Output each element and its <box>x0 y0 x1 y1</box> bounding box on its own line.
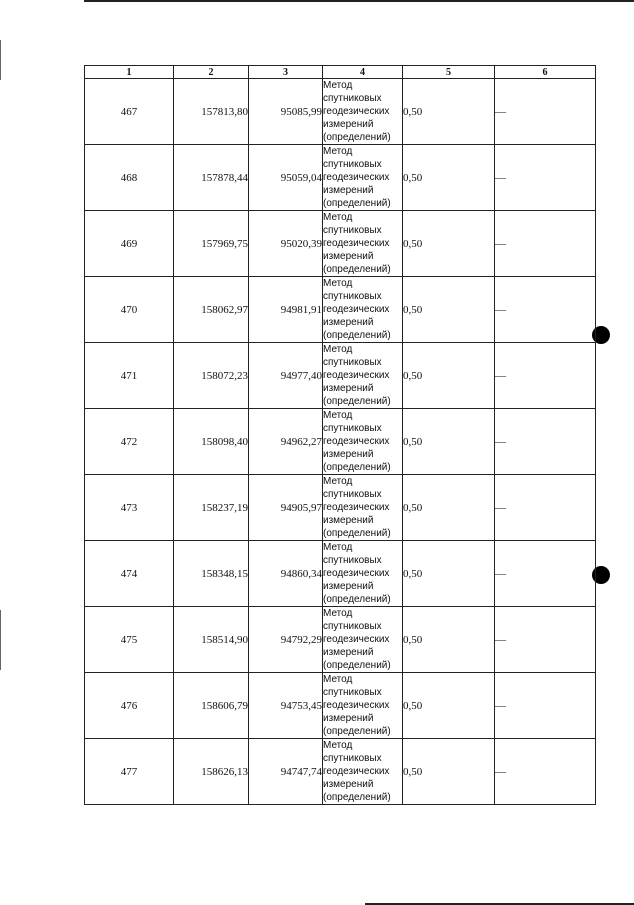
table-row <box>85 145 596 211</box>
method-line: измерений <box>323 779 374 790</box>
y-coordinate-cell: 94977,40 <box>249 343 323 409</box>
point-number-cell: 477 <box>85 739 174 805</box>
table-row <box>85 739 596 805</box>
page-edge-mark <box>0 610 1 670</box>
table-row <box>85 541 596 607</box>
method-cell <box>323 79 403 145</box>
method-line: геодезических <box>323 238 390 249</box>
method-line: Метод <box>323 278 353 289</box>
accuracy-cell: 0,50 <box>403 211 495 277</box>
method-line: (определений) <box>323 594 391 605</box>
method-line: измерений <box>323 317 374 328</box>
method-line: геодезических <box>323 106 390 117</box>
point-number-cell: 474 <box>85 541 174 607</box>
method-line: (определений) <box>323 330 391 341</box>
y-coordinate-cell: 94860,34 <box>249 541 323 607</box>
method-line: спутниковых <box>323 489 382 500</box>
y-coordinate-cell: 95085,99 <box>249 79 323 145</box>
method-cell <box>323 343 403 409</box>
method-line: геодезических <box>323 502 390 513</box>
column-header: 3 <box>249 66 323 79</box>
method-cell <box>323 145 403 211</box>
page-edge-mark <box>0 40 1 80</box>
column-header: 1 <box>85 66 174 79</box>
method-line: (определений) <box>323 396 391 407</box>
method-line: измерений <box>323 119 374 130</box>
accuracy-cell: 0,50 <box>403 475 495 541</box>
x-coordinate-cell: 158606,79 <box>174 673 249 739</box>
y-coordinate-cell: 94962,27 <box>249 409 323 475</box>
x-coordinate-cell: 158098,40 <box>174 409 249 475</box>
x-coordinate-cell: 158237,19 <box>174 475 249 541</box>
method-line: измерений <box>323 185 374 196</box>
method-line: Метод <box>323 740 353 751</box>
column-header: 2 <box>174 66 249 79</box>
column-header: 6 <box>495 66 596 79</box>
top-rule <box>84 0 634 2</box>
y-coordinate-cell: 94747,74 <box>249 739 323 805</box>
point-number-cell: 473 <box>85 475 174 541</box>
y-coordinate-cell: 95059,04 <box>249 145 323 211</box>
table-row <box>85 475 596 541</box>
method-line: (определений) <box>323 528 391 539</box>
method-line: спутниковых <box>323 423 382 434</box>
method-line: Метод <box>323 608 353 619</box>
method-line: измерений <box>323 383 374 394</box>
accuracy-cell: 0,50 <box>403 673 495 739</box>
note-cell: — <box>495 211 596 277</box>
coordinates-table <box>84 65 596 805</box>
point-number-cell: 467 <box>85 79 174 145</box>
y-coordinate-cell: 94981,91 <box>249 277 323 343</box>
table-row <box>85 79 596 145</box>
method-cell <box>323 211 403 277</box>
method-line: измерений <box>323 647 374 658</box>
note-cell: — <box>495 343 596 409</box>
method-line: геодезических <box>323 304 390 315</box>
method-cell <box>323 409 403 475</box>
method-line: геодезических <box>323 568 390 579</box>
point-number-cell: 470 <box>85 277 174 343</box>
y-coordinate-cell: 94905,97 <box>249 475 323 541</box>
note-cell: — <box>495 541 596 607</box>
note-cell: — <box>495 739 596 805</box>
method-line: (определений) <box>323 132 391 143</box>
header-row <box>85 66 596 79</box>
method-cell <box>323 277 403 343</box>
method-line: измерений <box>323 251 374 262</box>
table-row <box>85 673 596 739</box>
table-row <box>85 607 596 673</box>
note-cell: — <box>495 607 596 673</box>
accuracy-cell: 0,50 <box>403 79 495 145</box>
method-line: геодезических <box>323 766 390 777</box>
accuracy-cell: 0,50 <box>403 409 495 475</box>
method-cell <box>323 475 403 541</box>
method-line: измерений <box>323 581 374 592</box>
x-coordinate-cell: 157878,44 <box>174 145 249 211</box>
method-line: геодезических <box>323 700 390 711</box>
column-header: 4 <box>323 66 403 79</box>
method-line: спутниковых <box>323 159 382 170</box>
method-line: спутниковых <box>323 621 382 632</box>
method-line: (определений) <box>323 462 391 473</box>
point-number-cell: 469 <box>85 211 174 277</box>
method-line: (определений) <box>323 660 391 671</box>
method-line: спутниковых <box>323 93 382 104</box>
method-cell <box>323 607 403 673</box>
note-cell: — <box>495 475 596 541</box>
x-coordinate-cell: 158072,23 <box>174 343 249 409</box>
x-coordinate-cell: 157813,80 <box>174 79 249 145</box>
accuracy-cell: 0,50 <box>403 343 495 409</box>
method-line: геодезических <box>323 172 390 183</box>
method-line: спутниковых <box>323 225 382 236</box>
note-cell: — <box>495 673 596 739</box>
note-cell: — <box>495 277 596 343</box>
point-number-cell: 475 <box>85 607 174 673</box>
method-cell <box>323 739 403 805</box>
note-cell: — <box>495 145 596 211</box>
accuracy-cell: 0,50 <box>403 607 495 673</box>
column-header: 5 <box>403 66 495 79</box>
method-line: Метод <box>323 344 353 355</box>
method-line: Метод <box>323 146 353 157</box>
method-line: (определений) <box>323 792 391 803</box>
x-coordinate-cell: 158514,90 <box>174 607 249 673</box>
y-coordinate-cell: 94753,45 <box>249 673 323 739</box>
method-line: геодезических <box>323 436 390 447</box>
x-coordinate-cell: 158348,15 <box>174 541 249 607</box>
x-coordinate-cell: 158062,97 <box>174 277 249 343</box>
method-line: (определений) <box>323 264 391 275</box>
method-line: Метод <box>323 542 353 553</box>
table-row <box>85 409 596 475</box>
method-line: Метод <box>323 80 353 91</box>
method-line: (определений) <box>323 726 391 737</box>
point-number-cell: 472 <box>85 409 174 475</box>
point-number-cell: 468 <box>85 145 174 211</box>
method-cell <box>323 541 403 607</box>
method-line: Метод <box>323 212 353 223</box>
table-row <box>85 211 596 277</box>
x-coordinate-cell: 158626,13 <box>174 739 249 805</box>
method-cell <box>323 673 403 739</box>
y-coordinate-cell: 95020,39 <box>249 211 323 277</box>
method-line: геодезических <box>323 634 390 645</box>
method-line: измерений <box>323 713 374 724</box>
method-line: измерений <box>323 449 374 460</box>
method-line: спутниковых <box>323 687 382 698</box>
method-line: спутниковых <box>323 357 382 368</box>
method-line: измерений <box>323 515 374 526</box>
method-line: Метод <box>323 410 353 421</box>
note-cell: — <box>495 409 596 475</box>
method-line: (определений) <box>323 198 391 209</box>
point-number-cell: 471 <box>85 343 174 409</box>
method-line: Метод <box>323 476 353 487</box>
table-row <box>85 277 596 343</box>
method-line: спутниковых <box>323 291 382 302</box>
method-line: геодезических <box>323 370 390 381</box>
y-coordinate-cell: 94792,29 <box>249 607 323 673</box>
accuracy-cell: 0,50 <box>403 145 495 211</box>
point-number-cell: 476 <box>85 673 174 739</box>
table-row <box>85 343 596 409</box>
method-line: спутниковых <box>323 753 382 764</box>
method-line: спутниковых <box>323 555 382 566</box>
accuracy-cell: 0,50 <box>403 541 495 607</box>
note-cell: — <box>495 79 596 145</box>
accuracy-cell: 0,50 <box>403 739 495 805</box>
accuracy-cell: 0,50 <box>403 277 495 343</box>
method-line: Метод <box>323 674 353 685</box>
x-coordinate-cell: 157969,75 <box>174 211 249 277</box>
